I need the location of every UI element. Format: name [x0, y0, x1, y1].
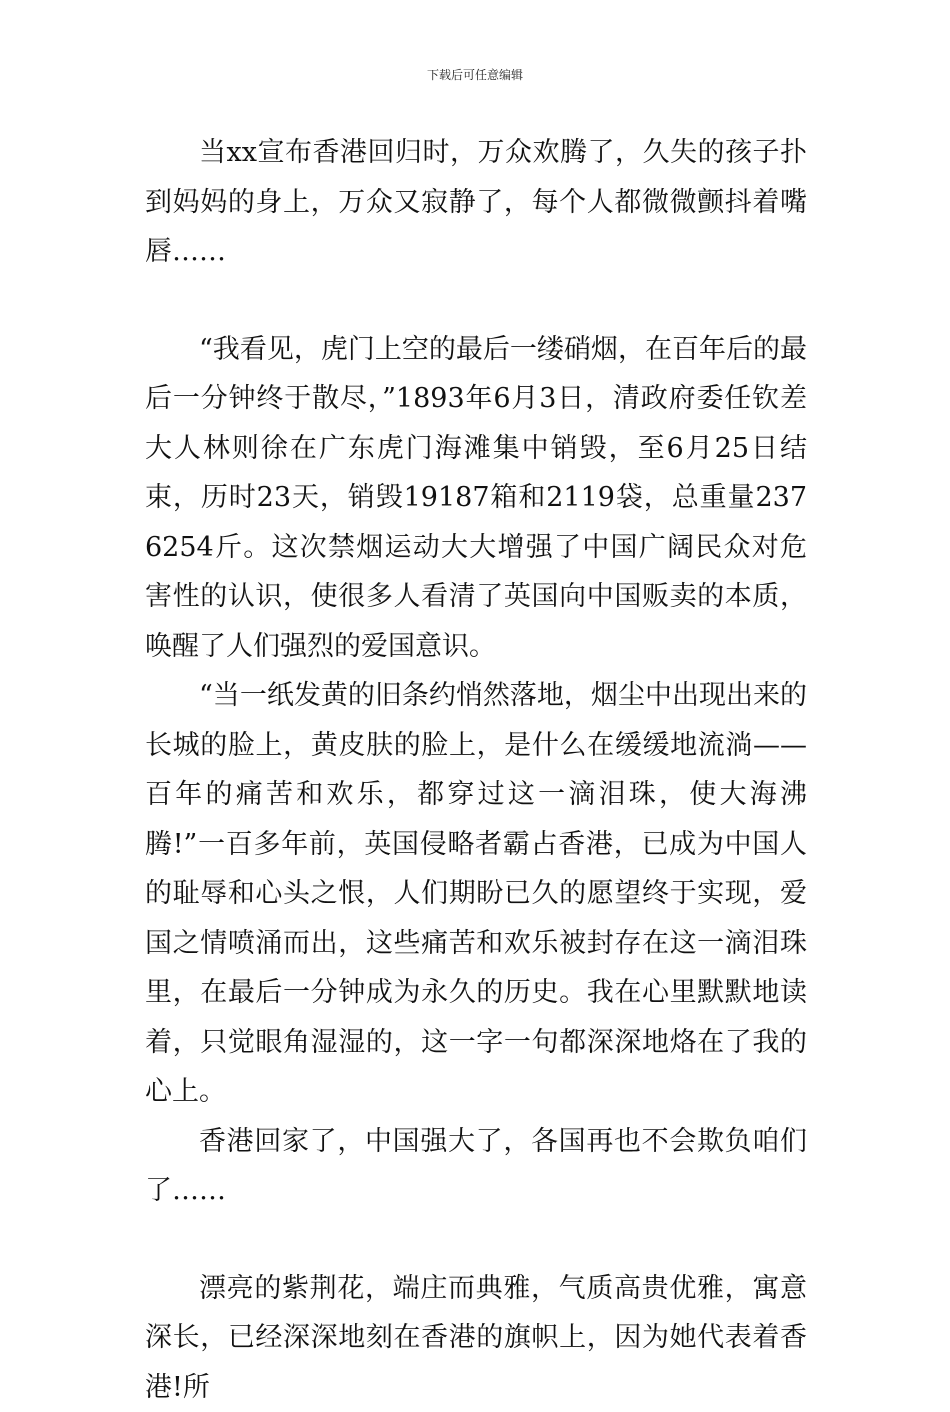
paragraph-4: 香港回家了，中国强大了，各国再也不会欺负咱们了…… — [145, 1117, 807, 1216]
paragraph-1: 当xx宣布香港回归时，万众欢腾了，久失的孩子扑到妈妈的身上，万众又寂静了，每个人都微微颤抖着嘴唇…… — [145, 128, 807, 277]
header-note: 下载后可任意编辑 — [0, 66, 950, 83]
paragraph-2: “我看见，虎门上空的最后一缕硝烟，在百年后的最后一分钟终于散尽，”1893年6月3日，清政府委任钦差大人林则徐在广东虎门海滩集中销毁，至6月25日结束，历时23天，销毁19187箱和2119袋，总重量2376254斤。这次禁烟运动大大增强了中国广阔民众对危害性的认识，使很多人看清了英国向中国贩卖的本质，唤醒了人们强烈的爱国意识。 — [145, 325, 807, 672]
paragraph-3: “当一纸发黄的旧条约悄然落地，烟尘中出现出来的长城的脸上，黄皮肤的脸上，是什么在缓缓地流淌——百年的痛苦和欢乐，都穿过这一滴泪珠，使大海沸腾!”一百多年前，英国侵略者霸占香港，已成为中国人的耻辱和心头之恨，人们期盼已久的愿望终于实现，爱国之情喷涌而出，这些痛苦和欢乐被封存在这一滴泪珠里，在最后一分钟成为永久的历史。我在心里默默地读着，只觉眼角湿湿的，这一字一句都深深地烙在了我的心上。 — [145, 671, 807, 1117]
paragraph-5: 漂亮的紫荆花，端庄而典雅，气质高贵优雅，寓意深长，已经深深地刻在香港的旗帜上，因为她代表着香港!所 — [145, 1264, 807, 1412]
document-body — [145, 128, 807, 1412]
